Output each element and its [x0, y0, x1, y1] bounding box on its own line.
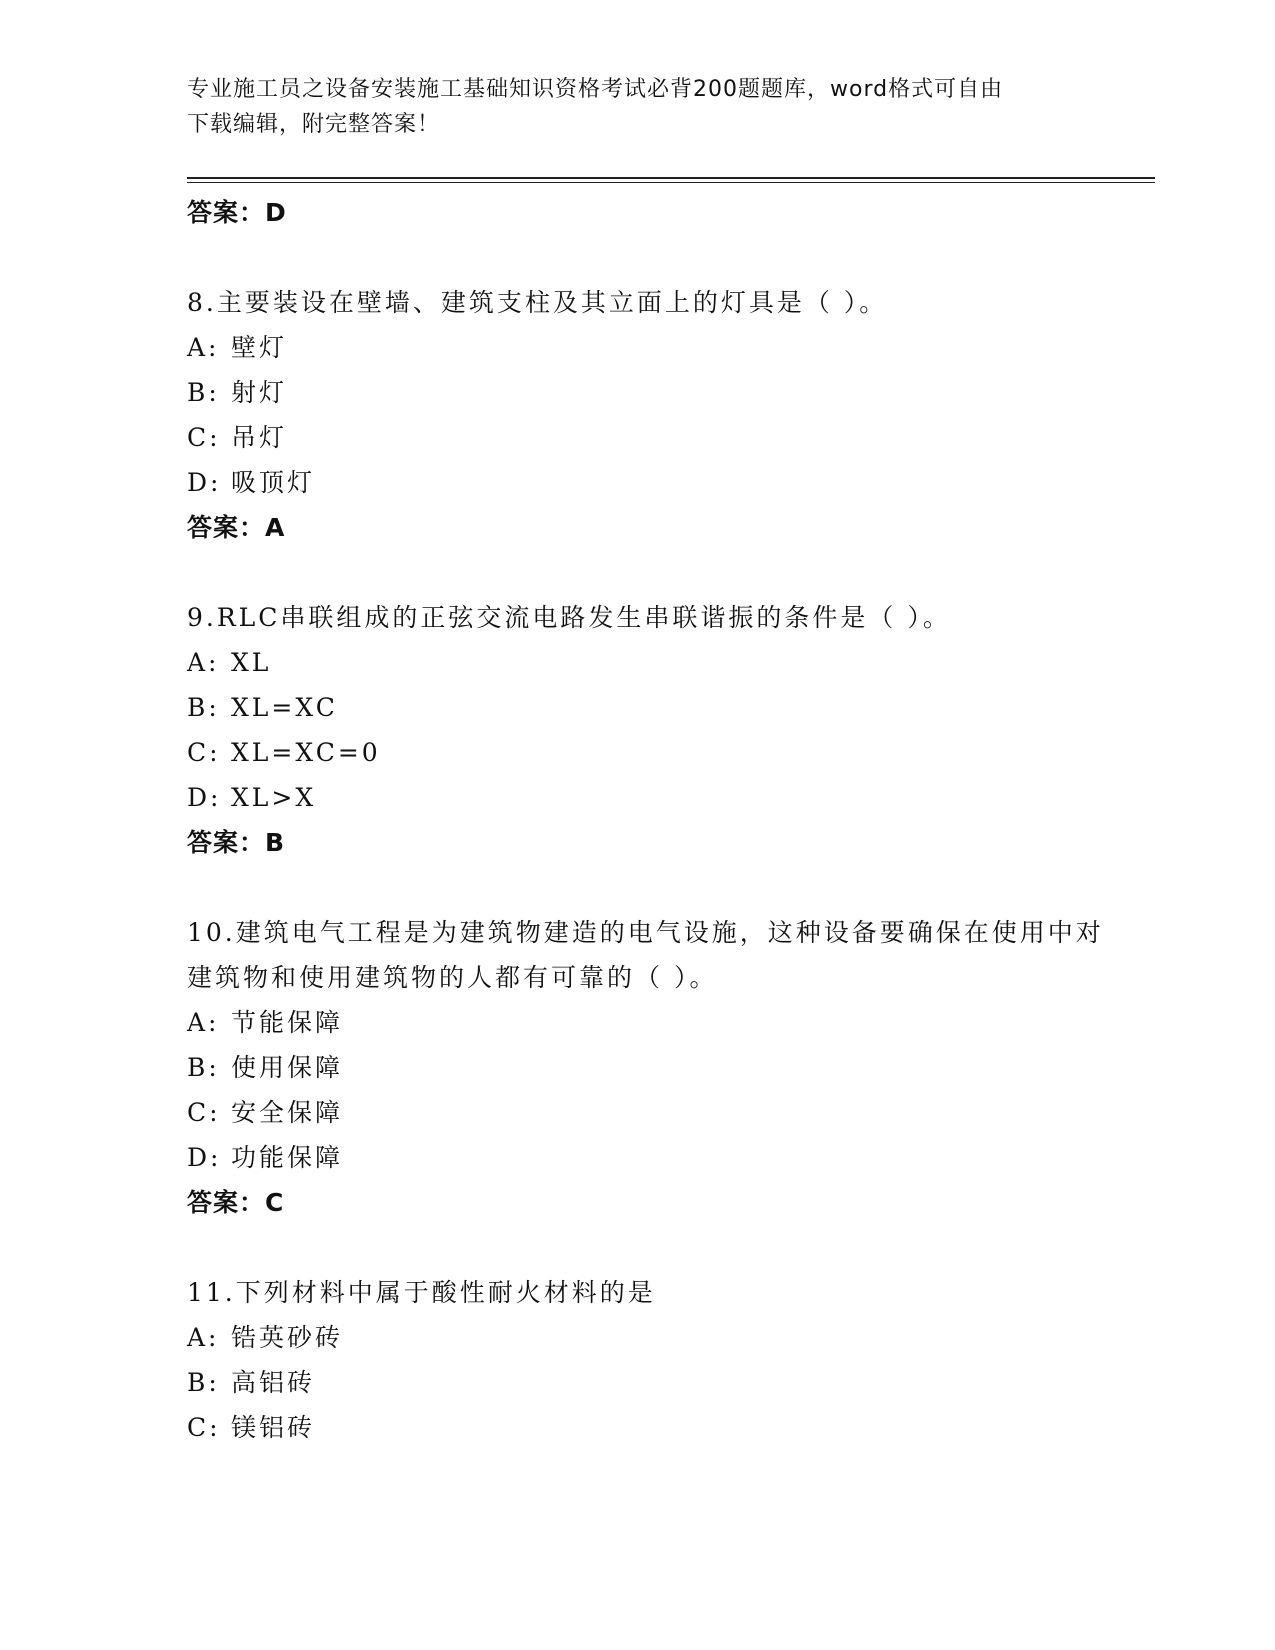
option-d: [187, 1135, 1127, 1180]
question-text: 10.建筑电气工程是为建筑物建造的电气设施，这种设备要确保在使用中对建筑物和使用建筑物的人都有可靠的（ ）。: [187, 918, 1104, 992]
question-text: 9.RLC串联组成的正弦交流电路发生串联谐振的条件是（ ）。: [187, 603, 951, 632]
option-text: 吸顶灯: [231, 468, 316, 497]
option-letter: B:: [187, 378, 220, 407]
header-line-2: 下载编辑，附完整答案！: [187, 112, 441, 137]
option-b: [187, 1360, 1127, 1405]
option-c: [187, 415, 1127, 460]
option-letter: A:: [187, 333, 220, 362]
option-letter: C:: [187, 1098, 221, 1127]
previous-answer: 答案：D: [187, 198, 287, 227]
option-letter: C:: [187, 1413, 221, 1442]
option-text: 节能保障: [231, 1008, 344, 1037]
option-letter: D:: [187, 1143, 222, 1172]
option-text: 功能保障: [231, 1143, 344, 1172]
option-text: XL=XC=0: [231, 738, 381, 767]
option-list: [187, 1315, 1127, 1450]
option-text: 锆英砂砖: [231, 1323, 344, 1352]
option-text: XL=XC: [231, 693, 338, 722]
option-letter: B:: [187, 693, 220, 722]
option-b: [187, 1045, 1127, 1090]
option-letter: C:: [187, 423, 221, 452]
option-text: XL: [231, 648, 272, 677]
question-9: [187, 595, 1127, 865]
header-line-1: 专业施工员之设备安装施工基础知识资格考试必背200题题库，word格式可自由: [187, 77, 1004, 102]
answer-line: 答案：A: [187, 513, 286, 542]
option-text: XL>X: [231, 783, 317, 812]
option-a: [187, 1315, 1127, 1360]
option-a: [187, 640, 1127, 685]
question-list: [187, 190, 1127, 1495]
option-list: [187, 640, 1127, 820]
option-b: [187, 685, 1127, 730]
option-text: 安全保障: [231, 1098, 344, 1127]
document-header: [187, 72, 1067, 142]
question-text: 11.下列材料中属于酸性耐火材料的是: [187, 1278, 656, 1307]
option-d: [187, 460, 1127, 505]
option-c: [187, 1405, 1127, 1450]
option-letter: D:: [187, 468, 222, 497]
option-list: [187, 325, 1127, 505]
option-a: [187, 325, 1127, 370]
option-text: 吊灯: [231, 423, 288, 452]
option-letter: B:: [187, 1368, 220, 1397]
option-text: 壁灯: [231, 333, 288, 362]
option-letter: C:: [187, 738, 221, 767]
question-10: [187, 910, 1127, 1225]
header-rule-thick: [187, 177, 1155, 179]
option-letter: D:: [187, 783, 222, 812]
option-letter: A:: [187, 1008, 220, 1037]
option-a: [187, 1000, 1127, 1045]
question-11: [187, 1270, 1127, 1450]
header-rule-thin: [187, 182, 1155, 183]
option-letter: B:: [187, 1053, 220, 1082]
question-8: [187, 280, 1127, 550]
option-letter: A:: [187, 1323, 220, 1352]
option-c: [187, 1090, 1127, 1135]
option-d: [187, 775, 1127, 820]
answer-line: 答案：C: [187, 1188, 285, 1217]
option-text: 使用保障: [231, 1053, 344, 1082]
answer-line: 答案：B: [187, 828, 286, 857]
option-text: 射灯: [231, 378, 288, 407]
option-letter: A:: [187, 648, 220, 677]
option-list: [187, 1000, 1127, 1180]
question-text: 8.主要装设在壁墙、建筑支柱及其立面上的灯具是（ ）。: [187, 288, 888, 317]
option-b: [187, 370, 1127, 415]
option-c: [187, 730, 1127, 775]
option-text: 镁铝砖: [231, 1413, 316, 1442]
option-text: 高铝砖: [231, 1368, 316, 1397]
